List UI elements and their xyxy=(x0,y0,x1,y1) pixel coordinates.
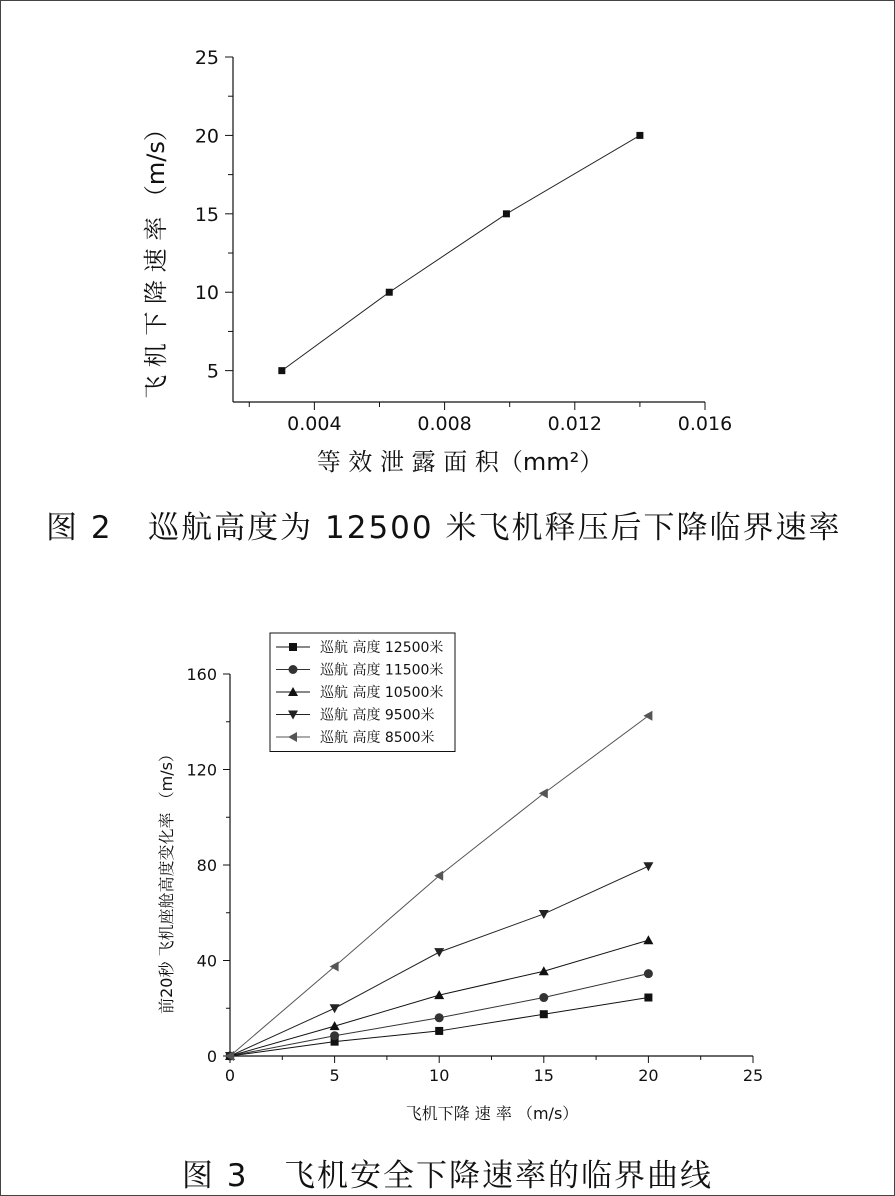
fig3-caption: 图 3 飞机安全下降速率的临界曲线 xyxy=(181,1158,714,1194)
fig2-axes xyxy=(233,57,705,402)
fig3-legend-entry: 巡航 高度 12500米 xyxy=(320,640,444,656)
fig2-y-axis-label: 飞 机 下 降 速 率 （m/s） xyxy=(142,117,170,399)
fig3-legend-swatch-marker xyxy=(289,665,298,674)
fig3-data-point xyxy=(434,948,444,957)
fig3-data-point xyxy=(330,1004,340,1013)
fig2-y-tick-label: 5 xyxy=(206,360,219,383)
fig2-data-point xyxy=(278,367,285,374)
fig3-data-point xyxy=(643,935,653,944)
fig3-legend xyxy=(270,633,455,752)
fig3-data-point xyxy=(330,1021,340,1030)
fig3-data-point xyxy=(539,910,549,919)
fig2-y-tick-label: 15 xyxy=(194,203,219,226)
fig3-x-tick-label: 5 xyxy=(329,1066,340,1085)
fig3-data-point xyxy=(643,862,653,871)
fig2-data-point xyxy=(636,132,643,139)
fig3-x-tick-label: 25 xyxy=(742,1066,764,1085)
fig2-x-tick-label: 0.016 xyxy=(677,413,733,435)
fig2-y-tick-label: 25 xyxy=(194,47,219,69)
fig3-series xyxy=(225,711,653,1061)
fig3-x-tick-label: 20 xyxy=(638,1066,659,1085)
fig2-series xyxy=(278,132,643,374)
fig3-x-tick-label: 0 xyxy=(224,1066,236,1085)
fig3-legend-entry: 巡航 高度 11500米 xyxy=(320,662,444,679)
chart-fig2 xyxy=(0,0,895,500)
fig3-data-point xyxy=(540,1010,548,1018)
fig2-ticks xyxy=(195,47,732,435)
fig3-legend-swatch-marker xyxy=(289,643,297,651)
fig3-data-point xyxy=(330,1031,339,1040)
fig3-data-point xyxy=(435,1013,444,1022)
fig3-x-axis-label: 飞机下降 速 率 （m/s） xyxy=(405,1104,579,1123)
fig2-x-axis-label: 等 效 泄 露 面 积（mm²） xyxy=(316,448,604,476)
fig3-x-tick-label: 15 xyxy=(533,1066,554,1085)
fig2-x-tick-label: 0.004 xyxy=(287,413,342,435)
fig3-legend-entry: 巡航 高度 10500米 xyxy=(320,685,444,701)
fig3-y-tick-label: 40 xyxy=(196,951,217,971)
fig2-data-point xyxy=(386,289,393,296)
fig3-data-point xyxy=(539,993,548,1002)
fig2-x-tick-label: 0.008 xyxy=(417,413,472,435)
fig2-caption: 图 2 巡航高度为 12500 米飞机释压后下降临界速率 xyxy=(46,510,842,546)
fig3-y-tick-label: 80 xyxy=(196,856,217,875)
fig3-data-point xyxy=(539,966,549,975)
fig3-data-point xyxy=(644,969,653,978)
fig2-data-point xyxy=(503,210,510,217)
fig3-x-tick-label: 10 xyxy=(429,1066,450,1085)
fig3-y-tick-label: 160 xyxy=(186,665,217,684)
fig3-data-point xyxy=(644,994,652,1002)
fig2-x-tick-label: 0.012 xyxy=(547,413,602,435)
fig3-series-line xyxy=(230,998,648,1056)
fig3-legend-entry: 巡航 高度 8500米 xyxy=(320,730,435,746)
fig3-data-point xyxy=(643,711,652,721)
fig3-data-point xyxy=(435,1027,443,1035)
fig3-legend-entry: 巡航 高度 9500米 xyxy=(320,707,435,724)
fig3-series-line xyxy=(230,716,648,1056)
fig2-y-tick-label: 10 xyxy=(194,282,219,305)
fig3-y-tick-label: 120 xyxy=(186,760,217,780)
fig3-y-axis-label: 前20秒 飞机座舱高度变化率 （m/s） xyxy=(157,746,176,1014)
fig2-series-line xyxy=(282,135,640,370)
fig2-y-tick-label: 20 xyxy=(194,125,219,148)
chart-fig3 xyxy=(0,590,895,1150)
fig3-y-tick-label: 0 xyxy=(206,1047,217,1066)
